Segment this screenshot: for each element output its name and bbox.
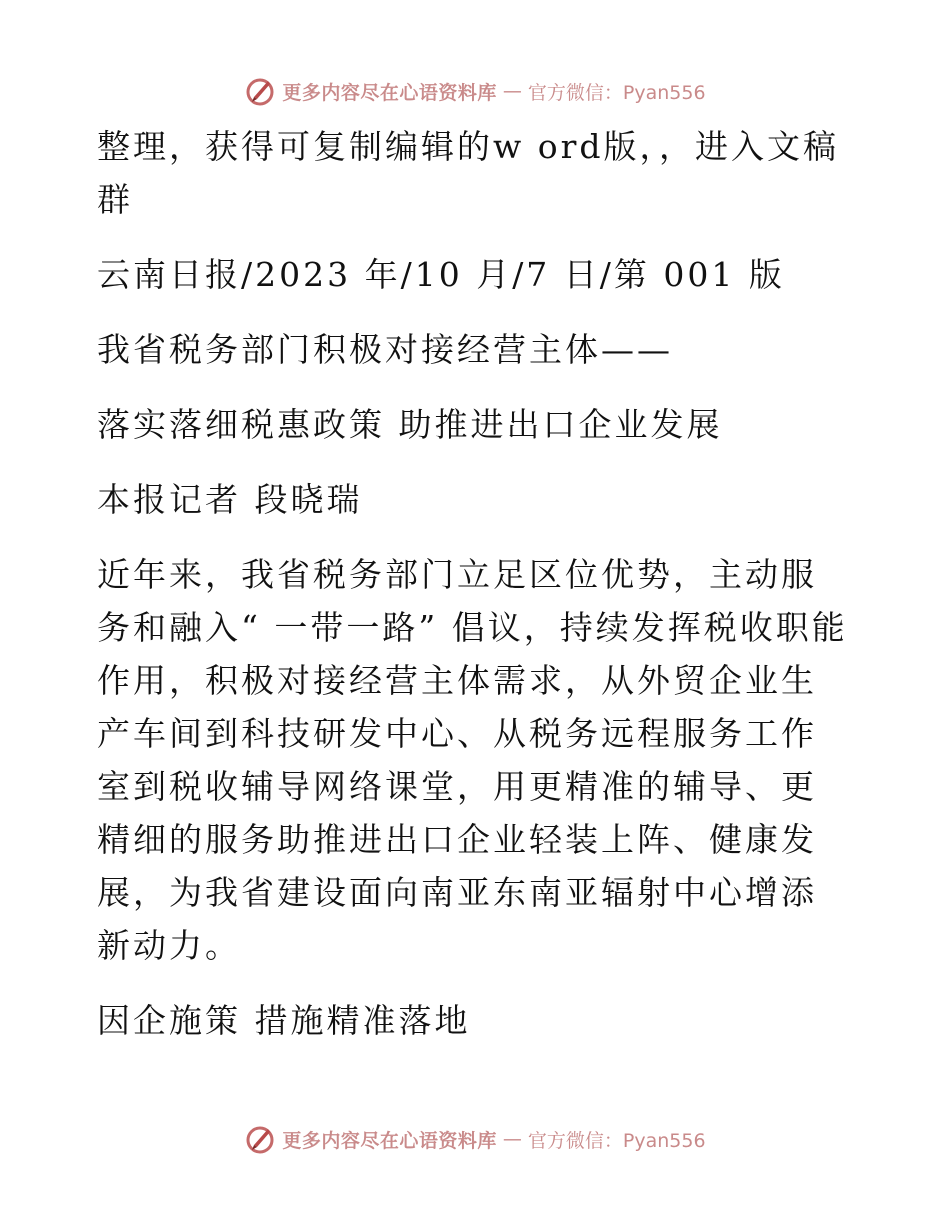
quill-logo-icon — [244, 75, 276, 107]
watermark-wechat: 官方微信：Pyan556 — [527, 1129, 706, 1152]
quill-logo-icon — [244, 1123, 276, 1155]
article-kicker: 我省税务部门积极对接经营主体—— — [97, 330, 673, 369]
newspaper-source: 云南日报/2023 年/10 月/7 日/第 001 版 — [97, 255, 785, 294]
watermark-text: 更多内容尽在心语资料库 — [282, 81, 497, 104]
footer-watermark — [0, 1122, 950, 1156]
watermark-separator: — — [502, 1128, 522, 1150]
watermark-wechat: 官方微信：Pyan556 — [527, 81, 706, 104]
watermark-separator: — — [502, 80, 522, 102]
header-watermark — [0, 74, 950, 108]
article-lead-paragraph: 近年来，我省税务部门立足区位优势，主动服务和融入“ 一带一路” 倡议，持续发挥税收职能作用，积极对接经营主体需求，从外贸企业生产车间到科技研发中心、从税务远程服务工作室到税收辅导网络课堂，用更精准的辅导、更精细的服务助推进出口企业轻装上阵、健康发展，为我省建设面向南亚东南亚辐射中心增添新动力。 — [97, 555, 848, 965]
article-headline: 落实落细税惠政策 助推进出口企业发展 — [97, 405, 723, 444]
intro-line: 整理，获得可复制编辑的w ord版，，进入文稿群 — [97, 127, 840, 219]
watermark-text: 更多内容尽在心语资料库 — [282, 1129, 497, 1152]
article-byline: 本报记者 段晓瑞 — [97, 480, 363, 519]
document-body — [97, 120, 852, 1047]
section-heading: 因企施策 措施精准落地 — [97, 1001, 471, 1040]
